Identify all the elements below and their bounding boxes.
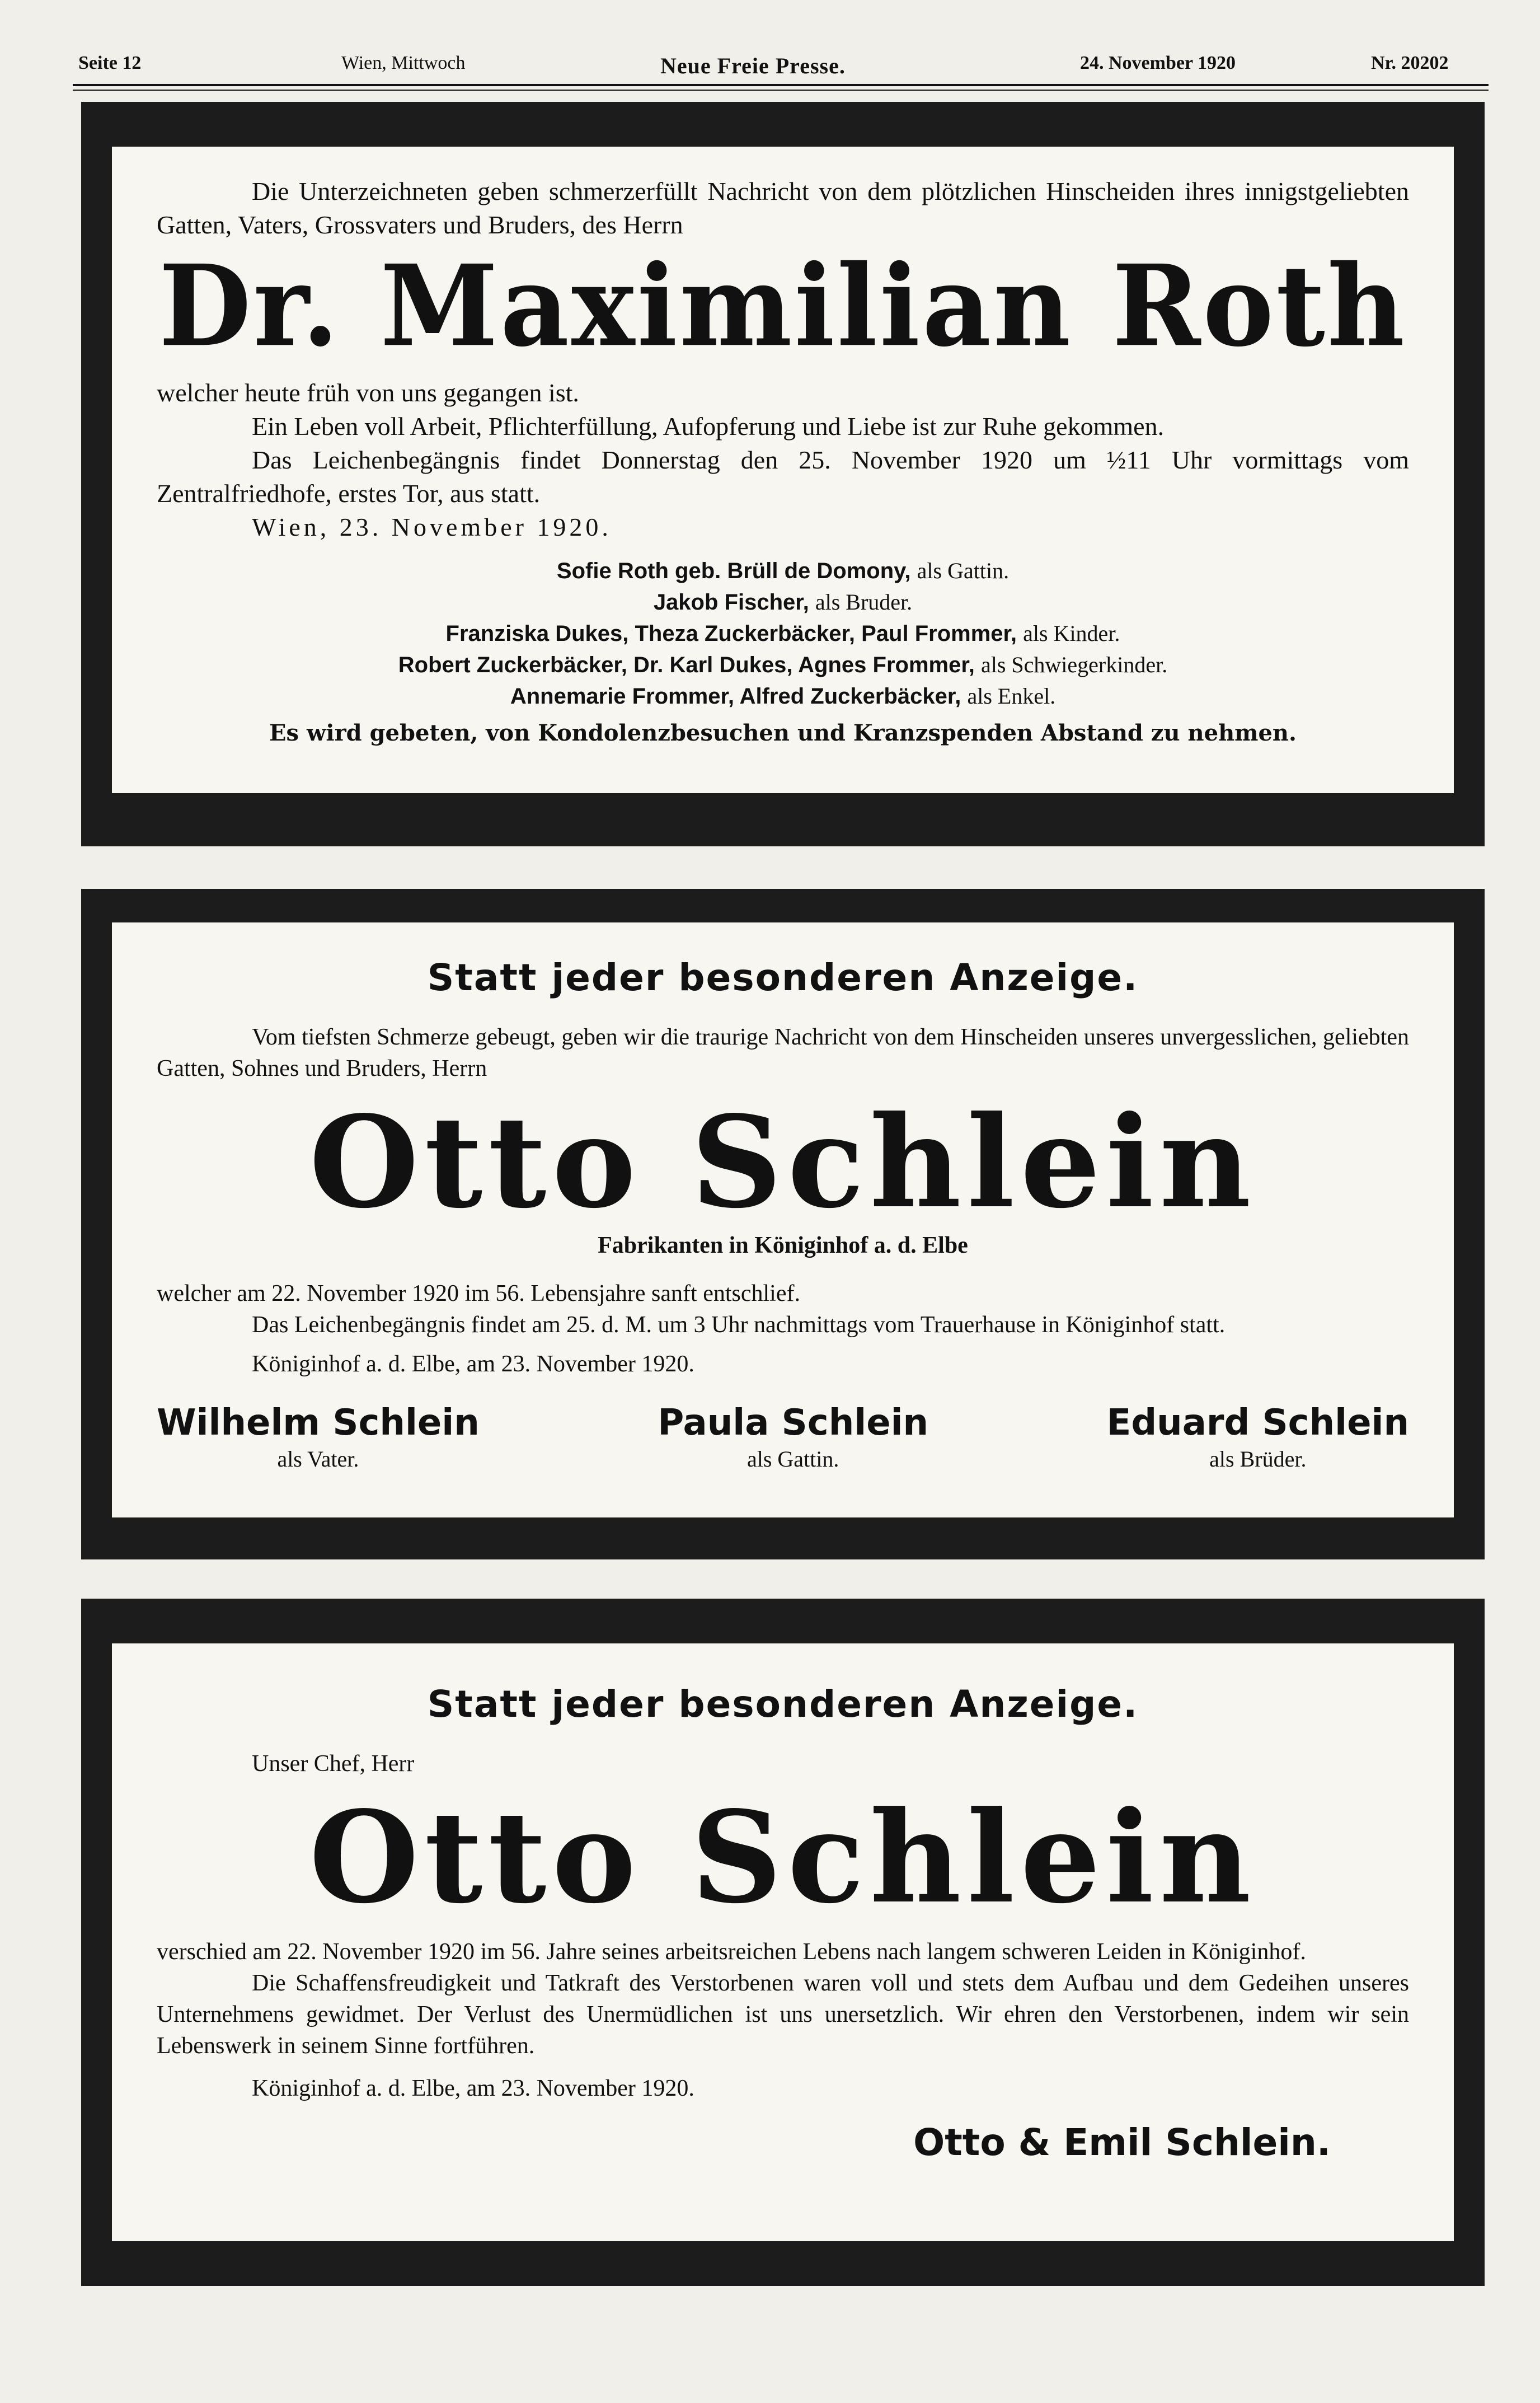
signer-name: Paula Schlein <box>658 1402 929 1444</box>
masthead-rule <box>73 84 1489 86</box>
obituary-line: verschied am 22. November 1920 im 56. Jahre seines arbeitsreichen Lebens nach langem schweren Leiden in Königinhof. <box>157 1939 1306 1965</box>
signer-relation: als Gattin. <box>746 1446 839 1472</box>
obituary-line: Das Leichenbegängnis findet Donnerstag den 25. November 1920 um ½11 Uhr vormittags vom Zentralfriedhofe, erstes Tor, aus statt. <box>157 446 1409 508</box>
signer-name: Wilhelm Schlein <box>157 1402 480 1444</box>
company-signature: Otto & Emil Schlein. <box>913 2121 1331 2164</box>
signer-relation: als Brüder. <box>1209 1446 1307 1472</box>
signer-names: Annemarie Frommer, Alfred Zuckerbäcker, <box>510 684 961 709</box>
signer-relation: als Gattin. <box>917 558 1010 583</box>
obituary-line: Ein Leben voll Arbeit, Pflichterfüllung, Aufopferung und Liebe ist zur Ruhe gekommen. <box>252 412 1165 441</box>
signer-relation: als Schwiegerkinder. <box>980 652 1168 677</box>
signer-row <box>157 1402 1409 1472</box>
condolence-note: Es wird gebeten, von Kondolenzbesuchen und Kranzspenden Abstand zu nehmen. <box>269 720 1297 746</box>
issue-number: Nr. 20202 <box>1371 53 1449 73</box>
signer-line <box>157 618 1409 649</box>
obituary-roth <box>81 102 1485 846</box>
deceased-title: Fabrikanten in Königinhof a. d. Elbe <box>598 1233 968 1258</box>
signer-relation: als Enkel. <box>967 683 1056 709</box>
signer-line <box>157 555 1409 587</box>
notice-heading: Statt jeder besonderen Anzeige. <box>427 1683 1139 1726</box>
signer-line <box>157 681 1409 712</box>
obituary-intro: Die Unterzeichneten geben schmerzerfüllt Nachricht von dem plötzlichen Hinscheiden ihres innigstgeliebten Gatten, Vaters, Grossvaters und Bruders, des Herrn <box>157 177 1409 239</box>
signer-line <box>157 649 1409 681</box>
signer-name: Eduard Schlein <box>1106 1402 1409 1444</box>
signer-list <box>157 555 1409 712</box>
masthead-rule-thin <box>73 90 1489 91</box>
obituary-schlein-family-body <box>112 922 1454 1517</box>
obituary-schlein-company-body <box>112 1643 1454 2241</box>
masthead <box>73 49 1472 83</box>
signer-names: Robert Zuckerbäcker, Dr. Karl Dukes, Agnes Frommer, <box>398 653 975 677</box>
signer-line <box>157 587 1409 618</box>
obituary-line: welcher am 22. November 1920 im 56. Lebensjahre sanft entschlief. <box>157 1281 800 1306</box>
signer-names: Franziska Dukes, Theza Zuckerbäcker, Paul Frommer, <box>445 621 1017 646</box>
newspaper-title: Neue Freie Presse. <box>660 53 846 78</box>
signer-names: Jakob Fischer, <box>653 590 809 615</box>
deceased-name: Otto Schlein <box>309 1089 1257 1236</box>
obituary-schlein-family <box>81 889 1485 1559</box>
signer-relation: als Kinder. <box>1023 621 1120 646</box>
signer <box>1107 1402 1409 1472</box>
obituary-line: Die Schaffensfreudigkeit und Tatkraft des Verstorbenen waren voll und stets dem Aufbau und dem Gedeihen unseres Unternehmens gewidmet. Der Verlust des Unermüdlichen ist uns unersetzlich. Wir ehren den Verstorbenen, indem wir sein Lebenswerk in seinem Sinne fortführen. <box>157 1970 1409 2059</box>
place-date: Königinhof a. d. Elbe, am 23. November 1920. <box>252 2076 694 2101</box>
place-date: Wien, 23. November 1920. <box>252 513 612 541</box>
masthead-date: 24. November 1920 <box>1080 53 1236 73</box>
obituary-intro: Unser Chef, Herr <box>252 1751 415 1777</box>
signer <box>157 1402 480 1472</box>
obituary-line: welcher heute früh von uns gegangen ist. <box>157 378 579 407</box>
page-number: Seite 12 <box>78 53 142 73</box>
signer-relation: als Vater. <box>277 1446 359 1472</box>
obituary-line: Das Leichenbegängnis findet am 25. d. M. um 3 Uhr nachmittags vom Trauerhause in Königinhof statt. <box>252 1312 1226 1338</box>
place-date: Königinhof a. d. Elbe, am 23. November 1920. <box>252 1351 694 1377</box>
masthead-place: Wien, Mittwoch <box>341 53 466 73</box>
signer <box>658 1402 928 1472</box>
deceased-name: Otto Schlein <box>309 1784 1257 1932</box>
signer-relation: als Bruder. <box>815 589 913 615</box>
obituary-schlein-company <box>81 1599 1485 2286</box>
notice-heading: Statt jeder besonderen Anzeige. <box>427 956 1139 999</box>
deceased-name: Dr. Maximilian Roth <box>158 240 1407 372</box>
obituary-intro: Vom tiefsten Schmerze gebeugt, geben wir die traurige Nachricht von dem Hinscheiden unseres unvergesslichen, geliebten Gatten, Sohnes und Bruders, Herrn <box>157 1024 1409 1081</box>
signer-names: Sofie Roth geb. Brüll de Domony, <box>556 559 911 583</box>
obituary-roth-body <box>112 147 1454 793</box>
